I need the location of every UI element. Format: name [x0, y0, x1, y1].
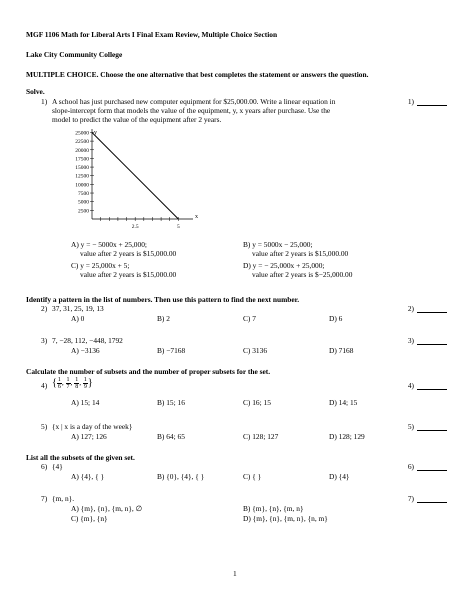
answer-line: [417, 423, 447, 431]
q2-option-a[interactable]: A) 0: [71, 314, 85, 323]
x-tick-label: 5: [176, 224, 180, 230]
q2-option-c[interactable]: C) 7: [243, 314, 256, 323]
y-tick-label: 5000: [78, 199, 89, 206]
q2-text: 37, 31, 25, 19, 13: [52, 304, 104, 313]
q4-set-close: }: [87, 377, 93, 389]
fraction: $\frac{1}{8}$: [75, 377, 79, 390]
q7-text: {m, n}.: [52, 494, 75, 503]
q4-answer-number: 4): [407, 381, 414, 390]
q5-option-d[interactable]: D) 128; 129: [329, 432, 365, 441]
q5-text: {x | x is a day of the week}: [52, 422, 133, 431]
answer-line: [417, 463, 447, 471]
q7-option-b[interactable]: B) {m}, {n}, {m, n}: [243, 504, 304, 513]
q3-option-d[interactable]: D) 7168: [329, 346, 354, 355]
q2-number: 2): [41, 304, 48, 313]
q1-option-a[interactable]: A) y = − 5000x + 25,000;: [71, 240, 147, 249]
q1-option-c[interactable]: C) y = 25,000x + 5;: [71, 261, 130, 270]
q4-set-open: {: [52, 377, 57, 389]
section-subsets-count: Calculate the number of subsets and the number of proper subsets for the set.: [26, 367, 271, 376]
q7-answer-number: 7): [407, 494, 414, 503]
y-tick-label: 2500: [78, 208, 89, 215]
fraction: $\frac{1}{9}$: [83, 377, 87, 390]
page-number: 1: [233, 569, 237, 578]
q1-option-d[interactable]: D) y = − 25,000x + 25,000;: [243, 261, 325, 270]
chart-axes: [92, 129, 198, 220]
answer-line: [417, 382, 447, 390]
q5-option-c[interactable]: C) 128; 127: [243, 432, 279, 441]
q3-number: 3): [41, 336, 48, 345]
chart-series: [92, 132, 178, 219]
q3-answer-blank[interactable]: [402, 336, 450, 345]
fraction: $\frac{1}{6}$: [57, 377, 61, 390]
q1-option-a-value: value after 2 years is $15,000.00: [80, 249, 177, 258]
y-tick-label: 15000: [75, 165, 89, 172]
q1-number: 1): [41, 97, 48, 106]
q6-option-b[interactable]: B) {0}, {4}, { }: [157, 472, 205, 481]
page-title: MGF 1106 Math for Liberal Arts I Final Exam Review, Multiple Choice Section: [26, 30, 278, 39]
q6-option-a[interactable]: A) {4}, { }: [71, 472, 105, 481]
q6-number: 6): [41, 462, 48, 471]
q1-text-line1: A school has just purchased new computer equipment for $25,000.00. Write a linear equation in: [52, 97, 336, 106]
q2-answer-number: 2): [407, 304, 414, 313]
y-tick-label: 22500: [75, 139, 89, 146]
q7-answer-blank[interactable]: [402, 494, 450, 503]
q1-option-b[interactable]: B) y = 5000x − 25,000;: [243, 240, 313, 249]
q7-option-c[interactable]: C) {m}, {n}: [71, 514, 108, 523]
instructions: MULTIPLE CHOICE. Choose the one alternative that best completes the statement or answers the question.: [26, 70, 369, 79]
line-chart: [52, 122, 202, 237]
q5-option-b[interactable]: B) 64; 65: [157, 432, 185, 441]
fraction: $\frac{1}{7}$: [66, 377, 70, 390]
y-axis-label: y: [94, 130, 97, 136]
q3-answer-number: 3): [407, 336, 414, 345]
chart-ticks: [75, 130, 180, 230]
y-tick-label: 25000: [75, 130, 89, 137]
q4-option-a[interactable]: A) 15; 14: [71, 398, 100, 407]
q7-number: 7): [41, 494, 48, 503]
q3-option-a[interactable]: A) −3136: [71, 346, 100, 355]
q2-answer-blank[interactable]: [402, 304, 450, 313]
q1-answer-number: 1): [407, 97, 414, 106]
y-tick-label: 17500: [75, 156, 89, 163]
q4-option-c[interactable]: C) 16; 15: [243, 398, 271, 407]
y-tick-label: 12500: [75, 173, 89, 180]
q4-option-b[interactable]: B) 15; 16: [157, 398, 185, 407]
q1-option-b-value: value after 2 years is $15,000.00: [252, 249, 349, 258]
q6-answer-blank[interactable]: [402, 462, 450, 471]
q5-answer-blank[interactable]: [402, 422, 450, 431]
section-list-subsets: List all the subsets of the given set.: [26, 453, 135, 462]
x-tick-label: 2.5: [131, 224, 139, 230]
q2-option-d[interactable]: D) 6: [329, 314, 343, 323]
answer-line: [417, 305, 447, 313]
q4-set: { $\frac{1}{6}$ , $\frac{1}{7}$ , $\frac{1}{8}$ , $\frac{1}{9}$ }: [52, 377, 93, 390]
data-line: [92, 132, 178, 219]
answer-line: [417, 337, 447, 345]
q4-answer-blank[interactable]: [402, 381, 450, 390]
answer-line: [417, 495, 447, 503]
q2-option-b[interactable]: B) 2: [157, 314, 170, 323]
school-name: Lake City Community College: [26, 50, 123, 59]
y-tick-label: 20000: [75, 147, 89, 154]
q4-option-d[interactable]: D) 14; 15: [329, 398, 358, 407]
q7-option-d[interactable]: D) {m}, {n}, {m, n}, {n, m}: [243, 514, 328, 523]
q1-text-line2: slope-intercept form that models the value of the equipment, y, x years after purchase. Use the: [52, 106, 331, 115]
q4-number: 4): [41, 381, 48, 390]
section-pattern: Identify a pattern in the list of numbers. Then use this pattern to find the next number.: [26, 295, 300, 304]
y-tick-label: 7500: [78, 191, 89, 198]
answer-line: [417, 98, 447, 106]
q5-answer-number: 5): [407, 422, 414, 431]
q1-answer-blank[interactable]: [402, 97, 450, 106]
q3-text: 7, −28, 112, −448, 1792: [52, 336, 123, 345]
section-solve: Solve.: [26, 87, 45, 96]
q1-text-line3: model to predict the value of the equipment after 2 years.: [52, 115, 222, 124]
q5-option-a[interactable]: A) 127; 126: [71, 432, 107, 441]
q7-option-a[interactable]: A) {m}, {n}, {m, n}, ∅: [71, 504, 143, 513]
q3-option-c[interactable]: C) 3136: [243, 346, 268, 355]
q6-text: {4}: [52, 462, 63, 471]
q1-option-c-value: value after 2 years is $15,000.00: [80, 270, 177, 279]
x-axis-label: x: [195, 214, 198, 220]
q5-number: 5): [41, 422, 48, 431]
q3-option-b[interactable]: B) −7168: [157, 346, 186, 355]
q6-answer-number: 6): [407, 462, 414, 471]
q6-option-c[interactable]: C) { }: [243, 472, 262, 481]
q1-option-d-value: value after 2 years is $−25,000.00: [252, 270, 353, 279]
y-tick-label: 10000: [75, 182, 89, 189]
q6-option-d[interactable]: D) {4}: [329, 472, 350, 481]
